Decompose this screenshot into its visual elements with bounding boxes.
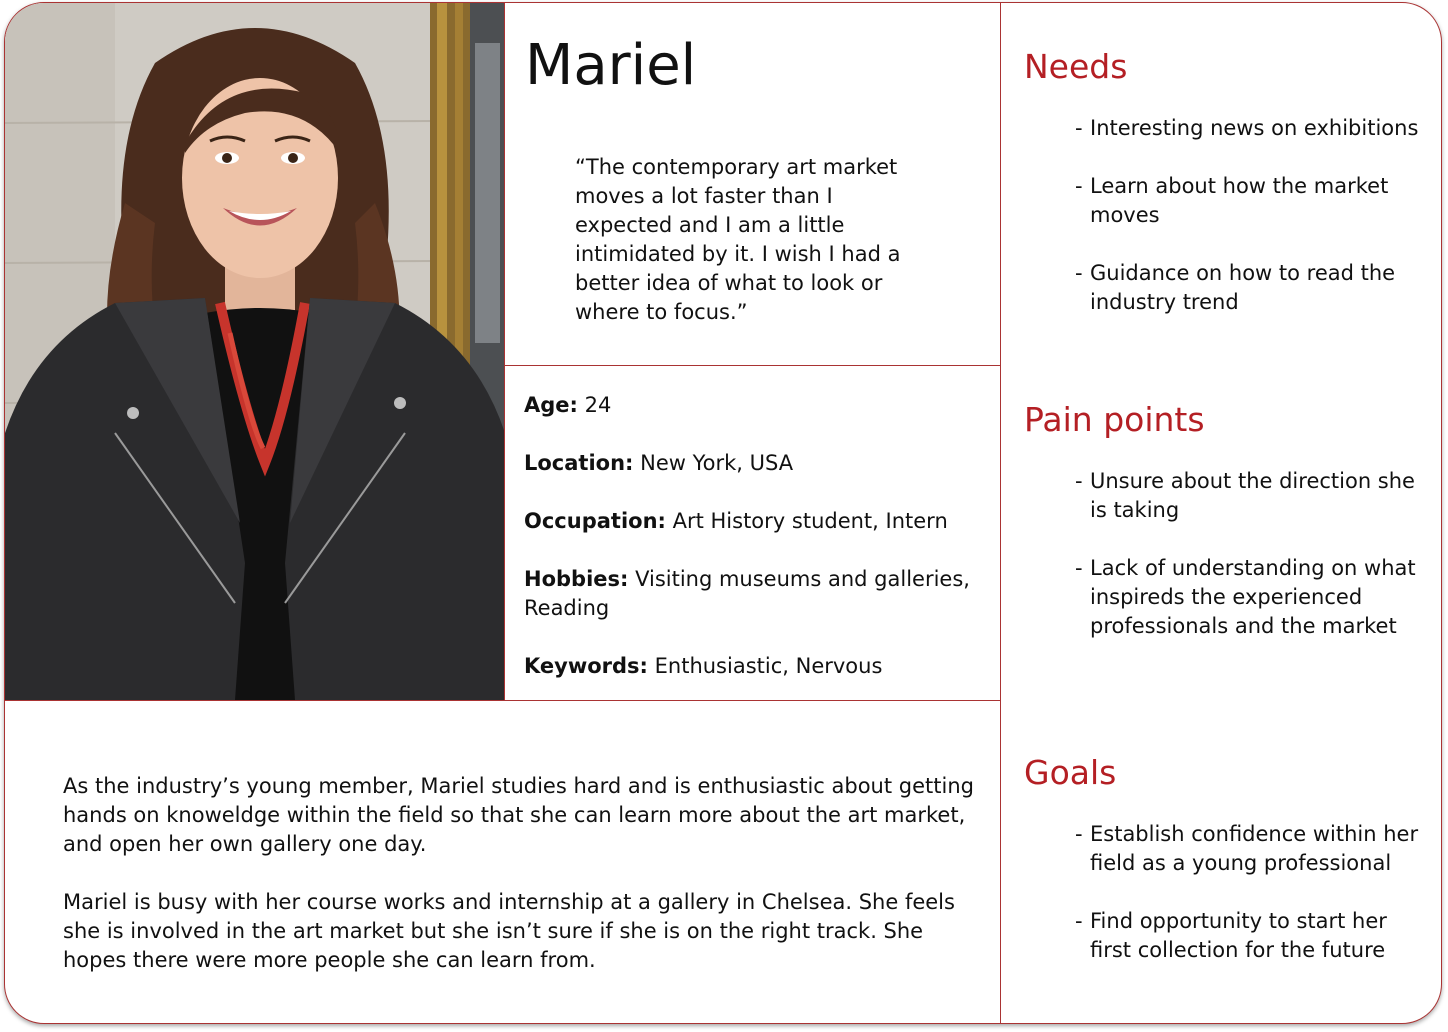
divider-photo-right	[504, 3, 505, 700]
fact-value: Enthusiastic, Nervous	[647, 654, 883, 678]
fact-label: Keywords:	[524, 654, 648, 678]
pain-points-section	[1024, 400, 1434, 670]
persona-facts	[524, 391, 994, 710]
bio-paragraph: Mariel is busy with her course works and internship at a gallery in Chelsea. She feels she is involved in the art market but she isn’t sure if she is on the right track. She hopes there were more people she can learn from.	[63, 890, 955, 972]
list-item	[1024, 907, 1434, 965]
dash-icon: -	[1075, 116, 1083, 140]
persona-bio	[63, 772, 993, 1004]
persona-photo	[5, 3, 505, 700]
list-item	[1024, 172, 1434, 230]
needs-list	[1024, 114, 1434, 317]
fact-label: Occupation:	[524, 509, 666, 533]
goals-section	[1024, 753, 1434, 994]
list-item	[1024, 820, 1434, 878]
dash-icon: -	[1075, 174, 1083, 198]
fact-label: Age:	[524, 393, 578, 417]
fact-occupation	[524, 507, 994, 536]
divider-quote-facts	[504, 365, 1001, 366]
pain-points-heading: Pain points	[1024, 400, 1205, 439]
list-item-text: Interesting news on exhibitions	[1090, 116, 1419, 140]
list-item-text: Find opportunity to start her first collection for the future	[1090, 909, 1387, 962]
list-item-text: Lack of understanding on what inspireds the experienced professionals and the market	[1090, 556, 1416, 638]
fact-value: 24	[577, 393, 612, 417]
bio-paragraph: As the industry’s young member, Mariel studies hard and is enthusiastic about getting hands on knoweldge within the field so that she can learn more about the art market, and open her own gallery one day.	[63, 774, 974, 856]
needs-heading: Needs	[1024, 47, 1128, 86]
fact-value: Visiting museums and galleries, Reading	[524, 567, 970, 620]
fact-value: Art History student, Intern	[665, 509, 948, 533]
dash-icon: -	[1075, 822, 1083, 846]
dash-icon: -	[1075, 556, 1083, 580]
fact-keywords	[524, 652, 994, 681]
fact-label: Hobbies:	[524, 567, 629, 591]
list-item-text: Unsure about the direction she is taking	[1090, 469, 1415, 522]
list-item	[1024, 114, 1434, 143]
list-item	[1024, 259, 1434, 317]
fact-hobbies	[524, 565, 994, 623]
fact-age	[524, 391, 994, 420]
list-item	[1024, 467, 1434, 525]
persona-card	[4, 2, 1442, 1024]
list-item-text: Guidance on how to read the industry trend	[1090, 261, 1396, 314]
persona-quote: “The contemporary art market moves a lot faster than I expected and I am a little intimidated by it. I wish I had a better idea of what to look or where to focus.”	[575, 155, 901, 324]
dash-icon: -	[1075, 909, 1083, 933]
needs-section	[1024, 47, 1434, 346]
divider-main-sidebar	[1000, 3, 1001, 1023]
goals-list	[1024, 820, 1434, 965]
list-item-text: Establish confidence within her field as a young professional	[1090, 822, 1419, 875]
fact-label: Location:	[524, 451, 634, 475]
dash-icon: -	[1075, 469, 1083, 493]
pain-points-list	[1024, 467, 1434, 641]
list-item	[1024, 554, 1434, 641]
persona-name: Mariel	[525, 33, 697, 98]
goals-heading: Goals	[1024, 753, 1117, 792]
dash-icon: -	[1075, 261, 1083, 285]
list-item-text: Learn about how the market moves	[1090, 174, 1389, 227]
fact-location	[524, 449, 994, 478]
fact-value: New York, USA	[633, 451, 794, 475]
